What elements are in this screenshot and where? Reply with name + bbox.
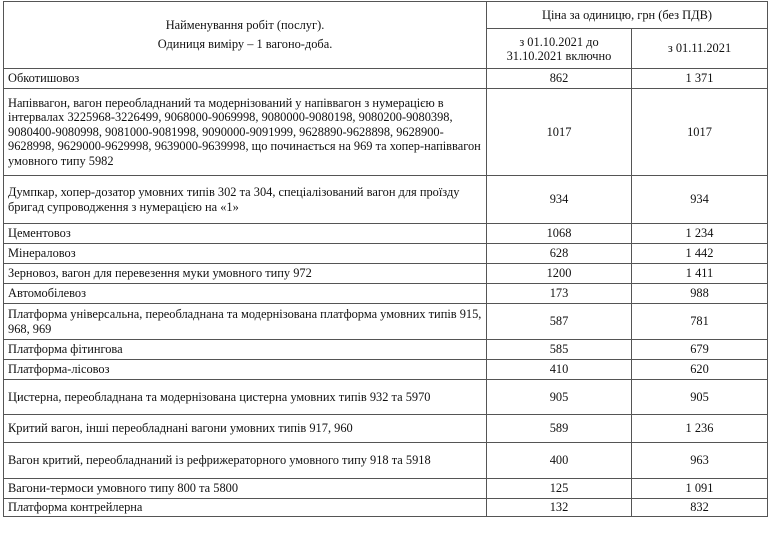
row-name: Автомобілевоз: [4, 284, 487, 304]
table-row: [4, 380, 768, 415]
table-row: [4, 284, 768, 304]
table-row: [4, 244, 768, 264]
price-period2: 1 411: [632, 264, 768, 284]
row-name: Платформа-лісовоз: [4, 360, 487, 380]
row-name: Напіввагон, вагон переобладнаний та модернізований у напіввагон з нумерацією в інтервалах 3225968-3226499, 9068000-9069998, 9080000-9080198, 9080200-9080398, 9080400-9080998, 9081000-9081998, 9090000-9091999, 9628890-9628898, 9628900-9628998, 9629000-9629998, 9639000-9639998, що починається на 969 та хопер-напіввагон умовного типу 5982: [4, 89, 487, 176]
price-period2: 1 234: [632, 224, 768, 244]
price-period1: 410: [487, 360, 632, 380]
tariff-table: [3, 1, 768, 517]
row-name: Вагон критий, переобладнаний із рефрижераторного умовного типу 918 та 5918: [4, 443, 487, 479]
work-name-title: Найменування робіт (послуг).: [165, 18, 325, 33]
price-period1: 400: [487, 443, 632, 479]
row-name: Думпкар, хопер-дозатор умовних типів 302 та 304, спеціалізований вагон для проїзду бригад супроводження з нумерацією на «1»: [4, 176, 487, 224]
row-name: Цементовоз: [4, 224, 487, 244]
price-period1: 905: [487, 380, 632, 415]
period2-header: з 01.11.2021: [632, 29, 768, 69]
table-row: [4, 224, 768, 244]
row-name: Мінераловоз: [4, 244, 487, 264]
table-row: [4, 415, 768, 443]
row-name: Вагони-термоси умовного типу 800 та 5800: [4, 479, 487, 499]
price-period1: 585: [487, 340, 632, 360]
price-period1: 1200: [487, 264, 632, 284]
price-period1: 934: [487, 176, 632, 224]
price-period2: 963: [632, 443, 768, 479]
price-period1: 125: [487, 479, 632, 499]
price-period2: 1 236: [632, 415, 768, 443]
price-header: Ціна за одиницю, грн (без ПДВ): [487, 2, 768, 29]
row-name: Платформа контрейлерна: [4, 499, 487, 517]
table-row: [4, 499, 768, 517]
table-row: [4, 304, 768, 340]
period1-header: з 01.10.2021 до 31.10.2021 включно: [487, 29, 632, 69]
price-period2: 1 442: [632, 244, 768, 264]
row-name: Платформа універсальна, переобладнана та модернізована платформа умовних типів 915, 968, 969: [4, 304, 487, 340]
row-name: Зерновоз, вагон для перевезення муки умовного типу 972: [4, 264, 487, 284]
work-name-header: [4, 2, 487, 69]
row-name: Цистерна, переобладнана та модернізована цистерна умовних типів 932 та 5970: [4, 380, 487, 415]
row-name: Обкотишовоз: [4, 69, 487, 89]
price-period2: 620: [632, 360, 768, 380]
price-period2: 781: [632, 304, 768, 340]
price-period1: 1017: [487, 89, 632, 176]
price-period2: 679: [632, 340, 768, 360]
price-period1: 132: [487, 499, 632, 517]
table-row: [4, 264, 768, 284]
table-row: [4, 340, 768, 360]
price-period1: 587: [487, 304, 632, 340]
table-row: [4, 479, 768, 499]
price-period1: 173: [487, 284, 632, 304]
price-period1: 1068: [487, 224, 632, 244]
price-period2: 1 371: [632, 69, 768, 89]
price-period2: 988: [632, 284, 768, 304]
table-row: [4, 89, 768, 176]
price-period1: 589: [487, 415, 632, 443]
row-name: Платформа фітингова: [4, 340, 487, 360]
table-row: [4, 443, 768, 479]
price-period2: 832: [632, 499, 768, 517]
table-row: [4, 69, 768, 89]
row-name: Критий вагон, інші переобладнані вагони умовних типів 917, 960: [4, 415, 487, 443]
table-row: [4, 360, 768, 380]
price-period2: 905: [632, 380, 768, 415]
price-period2: 934: [632, 176, 768, 224]
price-period2: 1 091: [632, 479, 768, 499]
price-period1: 628: [487, 244, 632, 264]
price-period2: 1017: [632, 89, 768, 176]
table-row: [4, 176, 768, 224]
price-period1: 862: [487, 69, 632, 89]
unit-of-measure: Одиниця виміру – 1 вагоно-доба.: [157, 37, 333, 51]
